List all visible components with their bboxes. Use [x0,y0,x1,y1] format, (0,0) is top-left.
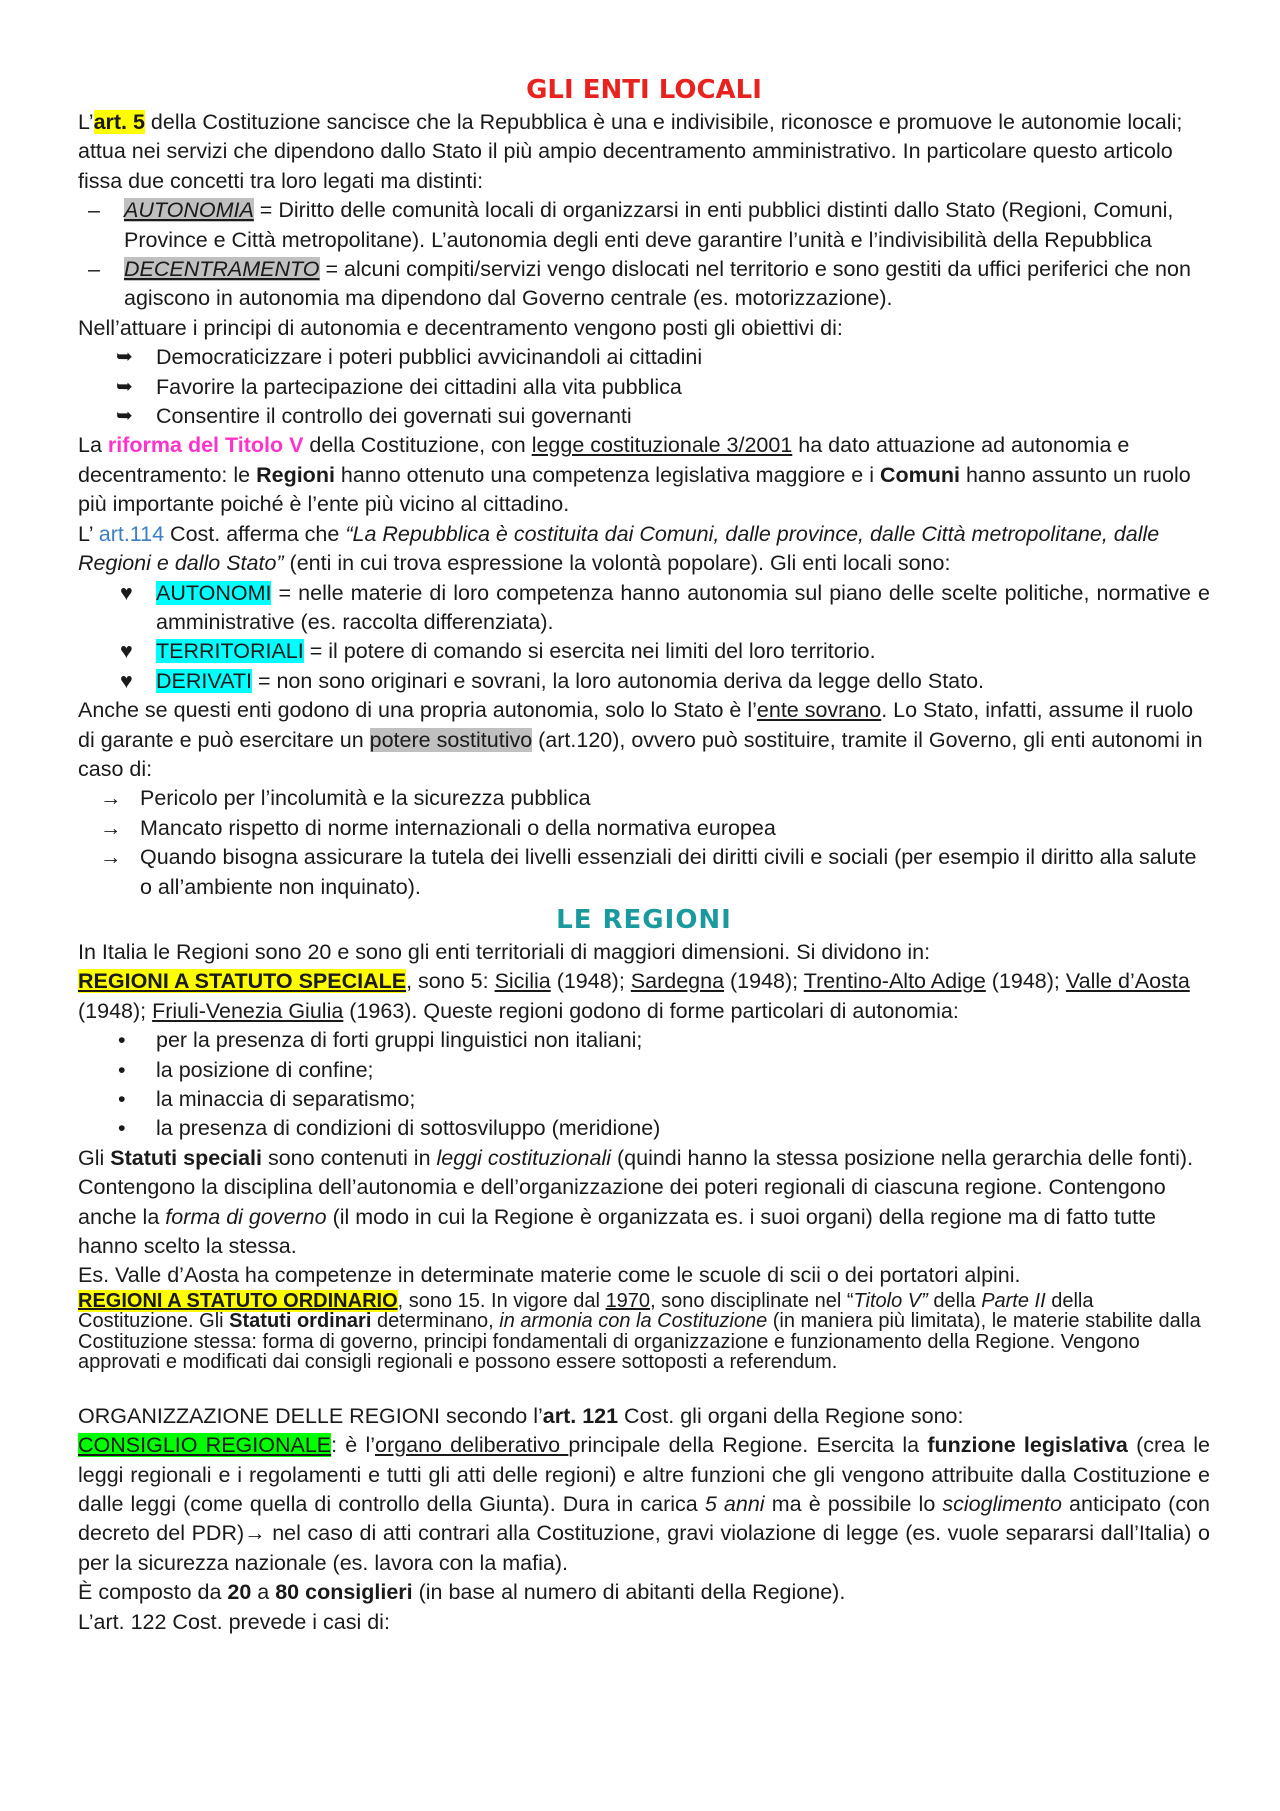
text: La [78,433,108,458]
year-1970: 1970 [605,1289,651,1312]
art121-ref: art. 121 [542,1403,619,1428]
spacer [78,1373,1210,1402]
right-arrow-icon: → [100,845,122,870]
dash-marker: – [88,257,100,282]
ente-sovrano: ente sovrano [756,698,882,723]
text: = nelle materie di loro competenza hanno autonomia sul piano delle scelte politiche, normative e amministrative (es. raccolta differenziata). [156,580,1210,634]
hook-arrow-icon: ➥ [116,375,133,398]
leggi-costituzionali: leggi costituzionali [436,1145,612,1170]
paragraph-statuti-speciali [78,1144,1210,1262]
text: = Diritto delle comunità locali di organizzarsi in enti pubblici distinti dallo Stato (Regioni, Comuni, Province e Città metropolitane). L’autonomia degli enti deve garantire l’unità e l’indivisibilità della Repubblica [124,198,1174,252]
page-title: GLI ENTI LOCALI [526,75,762,105]
text: (quindi hanno la stessa posizione nella gerarchia delle fonti). Contengono la disciplina dell’autonomia e dell’organizzazione dei poteri regionali di ciascuna regione. Contengono anche la [78,1145,1194,1229]
text: Favorire la partecipazione dei cittadini alla vita pubblica [156,374,682,399]
region-name: Sardegna [630,969,725,994]
quote: “La Repubblica è costituita dai Comuni, dalle province, dalle Città metropolitane, dalle Regioni e dallo Stato” [78,521,1160,576]
text: la minaccia di separatismo; [156,1087,416,1111]
text: (in maniera più limitata), le materie stabilite dalla Costituzione stessa: forma di governo, principi fondamentali di organizzazione e funzionamento della Regione. Vengono approvati e modificati dai consigli regionali e possono essere sottoposti a referendum. [78,1310,1201,1374]
text: della Costituzione sancisce che la Repubblica è una e indivisibile, riconosce e promuove le autonomie locali; attua nei servizi che dipendono dallo Stato il più ampio decentramento amministrativo. In particolare questo articolo fissa due concetti tra loro legati ma distinti: [78,110,1183,193]
list-item [78,667,1210,696]
parte-ii: Parte II [981,1289,1046,1312]
reasons-list [78,1026,1210,1144]
text: a [251,1580,276,1605]
term-statuto-speciale: REGIONI A STATUTO SPECIALE [78,969,407,994]
text: Mancato rispetto di norme internazionali o della normativa europea [140,815,776,840]
paragraph-example: Es. Valle d’Aosta ha competenze in determinate materie come le scuole di scii o dei portatori alpini. [78,1263,1021,1288]
list-item [78,255,1210,314]
term-statuto-ordinario: REGIONI A STATUTO ORDINARIO [78,1289,398,1312]
cases-list [78,784,1210,902]
bullet-icon: • [118,1028,126,1053]
text: della Costituzione. Gli [78,1289,1094,1333]
region-name: Friuli-Venezia Giulia [152,998,344,1023]
paragraph-statuto-ordinario [78,1291,1210,1373]
list-item [78,373,1210,402]
text: (1948); [550,969,631,994]
num-max: 80 consiglieri [275,1580,413,1605]
heart-icon: ♥ [120,668,133,693]
text: (1948); [78,998,153,1023]
text: Quando bisogna assicurare la tutela dei livelli essenziali dei diritti civili e sociali (per esempio il diritto alla salute o all’ambiente non inquinato). [140,845,1197,899]
text: ma è possibile lo [764,1492,943,1517]
section-title: LE REGIONI [556,904,732,935]
comuni-bold: Comuni [879,462,960,487]
paragraph-statuto-speciale [78,967,1210,1026]
objectives-list [78,343,1210,431]
text: (in base al numero di abitanti della Regione). [412,1580,846,1605]
text: hanno assunto un ruolo più importante poiché è l’ente più vicino al cittadino. [78,462,1191,517]
in-armonia: in armonia con la Costituzione [499,1310,768,1333]
term-consiglio-regionale: CONSIGLIO REGIONALE [78,1433,332,1458]
heart-icon: ♥ [120,639,133,664]
text: ha dato attuazione ad autonomia e decentramento: le [78,433,1130,487]
text: = alcuni compiti/servizi vengo dislocati nel territorio e sono gestiti da uffici periferici che non agiscono in autonomia ma dipendono dal Governo centrale (es. motorizzazione). [124,257,1191,311]
funzione-legislativa: funzione legislativa [927,1433,1128,1458]
text: (crea le leggi regionali e i regolamenti e tutti gli atti delle regioni) e altre funzioni che gli vengono attribuite dalla Costituzione e dalle leggi (come quella di controllo della Giunta). Dura in carica [78,1433,1211,1517]
text: . Lo Stato, infatti, assume il ruolo di garante e può esercitare un [78,698,1194,752]
paragraph-objectives-intro: Nell’attuare i principi di autonomia e decentramento vengono posti gli obiettivi di: [78,315,843,340]
text: (il modo in cui la Regione è organizzata es. i suoi organi) della regione ma di fatto tutte hanno scelto la stessa. [78,1204,1157,1259]
statuti-ordinari: Statuti ordinari [229,1310,372,1333]
region-name: Valle d’Aosta [1065,969,1190,994]
term-territoriali: TERRITORIALI [156,639,304,664]
hook-arrow-icon: ➥ [116,405,133,428]
paragraph-art122: L’art. 122 Cost. prevede i casi di: [78,1609,390,1634]
durata: 5 anni [704,1492,765,1517]
text: la presenza di condizioni di sottosviluppo (meridione) [156,1116,661,1141]
hook-arrow-icon: ➥ [116,346,133,369]
statuti-speciali: Statuti speciali [110,1145,262,1170]
text: Cost. gli organi della Regione sono: [618,1403,964,1428]
paragraph-art114 [78,520,1210,579]
titolo-v: Titolo V” [853,1289,928,1312]
list-item [78,1026,1210,1055]
text: nel caso di atti contrari alla Costituzione, gravi violazione di legge (es. vuole separarsi dall’Italia) o per la sicurezza nazionale (es. lavora con la mafia). [78,1521,1210,1575]
art114-ref: art.114 [98,521,165,546]
arrow-icon: → [244,1521,266,1546]
region-name: Trentino-Alto Adige [803,969,986,994]
paragraph-art5 [78,108,1210,196]
text: anticipato (con decreto del PDR) [78,1492,1211,1546]
potere-sostitutivo: potere sostitutivo [369,727,533,752]
text: sono contenuti in [262,1145,437,1170]
list-item [78,1085,1210,1114]
bullet-icon: • [118,1087,126,1111]
text: (1948); [985,969,1066,994]
text: della [927,1289,982,1312]
paragraph-riforma [78,431,1210,519]
right-arrow-icon: → [100,815,122,840]
text: determinano, [371,1310,500,1333]
paragraph-regioni-intro: In Italia le Regioni sono 20 e sono gli enti territoriali di maggiori dimensioni. Si dividono in: [78,939,931,964]
text: (enti in cui trova espressione la volontà popolare). Gli enti locali sono: [283,551,951,576]
organo-deliberativo: organo deliberativo [375,1433,569,1458]
riforma-ref: riforma del Titolo V [107,433,304,458]
num-min: 20 [227,1580,252,1605]
list-item [78,843,1210,902]
text: (1963). Queste regioni godono di forme particolari di autonomia: [343,998,959,1023]
forma-di-governo: forma di governo [165,1204,327,1229]
list-item [78,343,1210,372]
term-autonomi: AUTONOMI [156,580,272,605]
text: Cost. afferma che [164,521,346,546]
legge-ref: legge costituzionale 3/2001 [531,433,793,458]
text: Anche se questi enti godono di una propria autonomia, solo lo Stato è l’ [78,698,757,723]
text: Gli [78,1145,111,1170]
text: ORGANIZZAZIONE DELLE REGIONI secondo l’ [78,1403,543,1428]
text: : è l’ [331,1433,376,1458]
text: , sono 5: [406,969,495,994]
list-item [78,402,1210,431]
text: Consentire il controllo dei governati sui governanti [156,404,632,429]
scioglimento: scioglimento [942,1492,1062,1517]
text: L’ [78,110,94,134]
text: la posizione di confine; [156,1057,374,1082]
dash-marker: – [88,198,100,223]
list-item [78,579,1210,638]
list-item [78,1114,1210,1143]
list-item [78,784,1210,813]
term-derivati: DERIVATI [156,668,252,693]
heart-icon: ♥ [120,580,133,605]
text: per la presenza di forti gruppi linguistici non italiani; [156,1028,643,1053]
bullet-icon: • [118,1057,126,1082]
concepts-list [78,196,1210,314]
list-item [78,814,1210,843]
text: hanno ottenuto una competenza legislativa maggiore e i [334,462,880,487]
text: , sono 15. In vigore dal [397,1289,606,1312]
text: , sono disciplinate nel “ [650,1289,854,1312]
document-page [78,72,1210,1637]
text: Pericolo per l’incolumità e la sicurezza pubblica [140,786,591,811]
text: (art.120), ovvero può sostituire, tramite il Governo, gli enti autonomi in caso di: [78,727,1203,781]
paragraph-ente-sovrano [78,696,1210,784]
text: della Costituzione, con [303,433,532,458]
list-item [78,196,1210,255]
text: L’ [78,521,99,546]
right-arrow-icon: → [100,786,122,811]
term-decentramento: DECENTRAMENTO [124,257,320,282]
entities-list [78,579,1210,697]
text: = non sono originari e sovrani, la loro autonomia deriva da legge dello Stato. [251,668,985,693]
region-name: Sicilia [494,969,551,994]
list-item [78,637,1210,666]
term-autonomia: AUTONOMIA [124,198,254,223]
paragraph-organizzazione [78,1402,1210,1431]
text: (1948); [724,969,804,994]
text: = il potere di comando si esercita nei limiti del loro territorio. [303,639,876,664]
art5-ref: art. 5 [93,110,145,134]
text: principale della Regione. Esercita la [568,1433,928,1458]
bullet-icon: • [118,1116,126,1141]
regioni-bold: Regioni [256,462,335,487]
list-item [78,1056,1210,1085]
paragraph-consiglio [78,1431,1210,1578]
paragraph-composizione [78,1578,1210,1607]
text: Democraticizzare i poteri pubblici avvicinandoli ai cittadini [156,345,703,370]
text: È composto da [78,1580,228,1605]
